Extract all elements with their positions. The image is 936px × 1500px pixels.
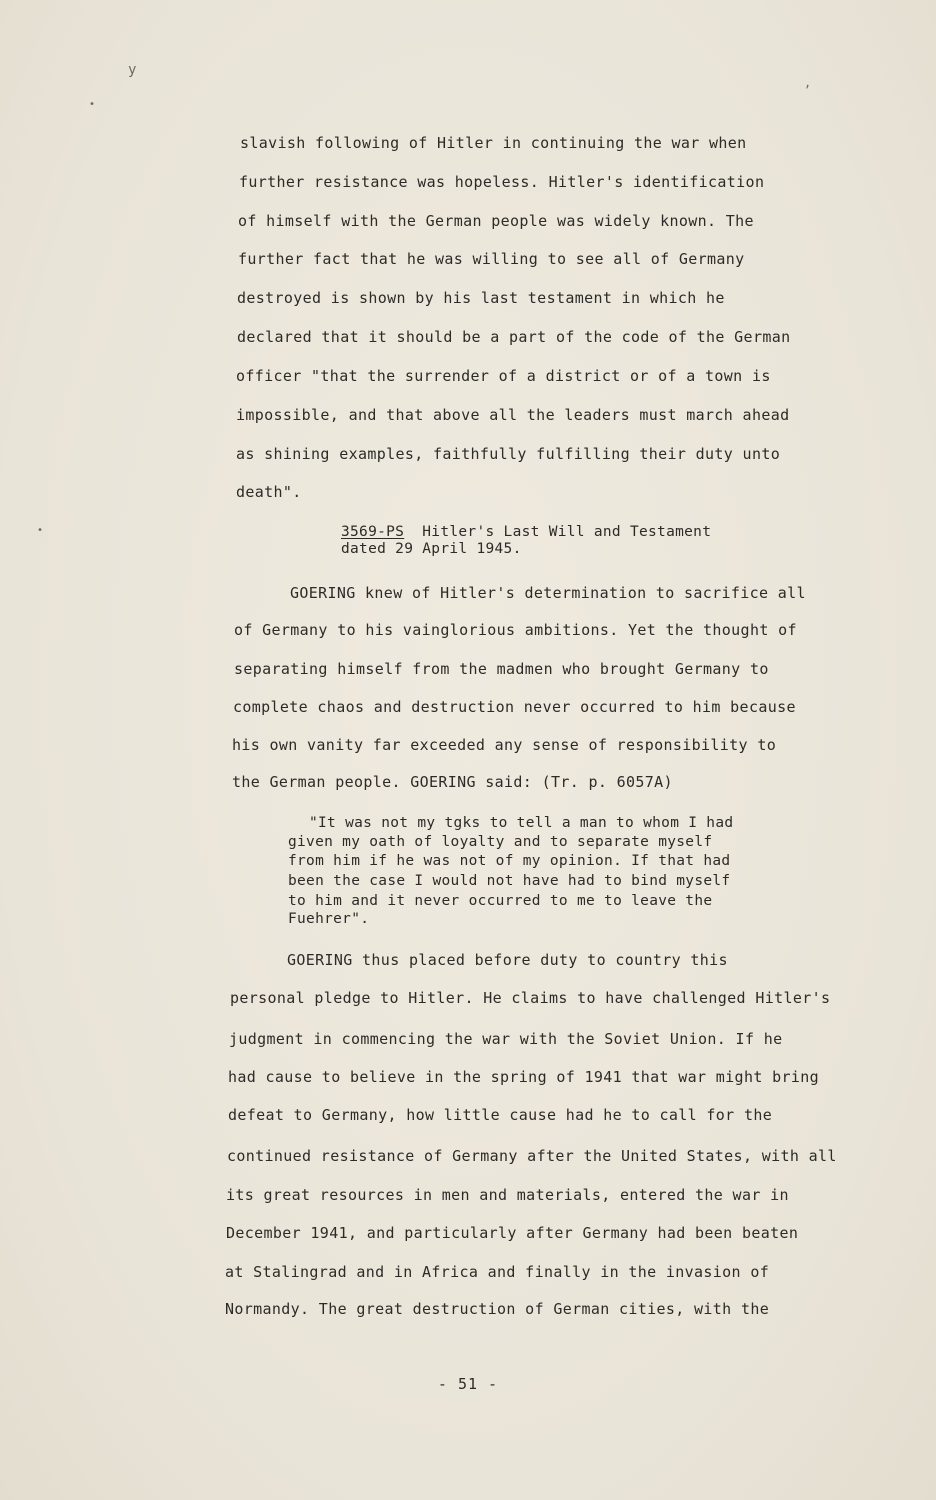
text-line: personal pledge to Hitler. He claims to have challenged Hitler's (230, 989, 831, 1007)
text-line: of himself with the German people was widely known. The (238, 212, 754, 230)
text-line: complete chaos and destruction never occurred to him because (233, 698, 796, 716)
text-line: further resistance was hopeless. Hitler's identification (239, 173, 765, 191)
text-line: as shining examples, faithfully fulfilling their duty unto (236, 445, 781, 463)
margin-dot: • (37, 525, 44, 536)
page-number: - 51 - (437, 1375, 499, 1393)
text-line: of Germany to his vainglorious ambitions. Yet the thought of (234, 621, 797, 639)
quote-line: given my oath of loyalty and to separate myself (288, 834, 713, 850)
quote-line: Fuehrer". (288, 911, 370, 927)
text-line: the German people. GOERING said: (Tr. p. 6057A) (232, 773, 673, 791)
text-line: separating himself from the madmen who brought Germany to (234, 660, 769, 678)
text-line: defeat to Germany, how little cause had he to call for the (228, 1106, 773, 1124)
text-line: his own vanity far exceeded any sense of responsibility to (232, 736, 777, 754)
text-line: death". (236, 483, 302, 501)
text-line: impossible, and that above all the leaders must march ahead (236, 406, 790, 424)
text-line: judgment in commencing the war with the Soviet Union. If he (229, 1030, 783, 1048)
margin-mark: , (804, 76, 812, 90)
text-line: at Stalingrad and in Africa and finally in the invasion of (225, 1263, 770, 1281)
text-line: officer "that the surrender of a district or of a town is (236, 367, 771, 385)
quote-line: from him if he was not of my opinion. If that had (288, 853, 731, 869)
text-line: destroyed is shown by his last testament in which he (237, 289, 725, 307)
text-line: its great resources in men and materials, entered the war in (226, 1186, 789, 1204)
quote-line: to him and it never occurred to me to leave the (288, 893, 713, 909)
citation-date: dated 29 April 1945. (341, 541, 522, 557)
quote-line: "It was not my tgks to tell a man to whom I had (309, 815, 734, 831)
margin-mark: y (128, 62, 137, 78)
text-line: December 1941, and particularly after Germany had been beaten (226, 1224, 799, 1242)
text-line: further fact that he was willing to see all of Germany (238, 250, 745, 268)
text-line: slavish following of Hitler in continuing the war when (240, 134, 747, 152)
margin-dot: • (89, 99, 96, 110)
citation-title: Hitler's Last Will and Testament (422, 524, 712, 540)
text-line: declared that it should be a part of the code of the German (237, 328, 791, 346)
text-line: continued resistance of Germany after the United States, with all (227, 1147, 837, 1165)
citation-reference: 3569-PS (341, 524, 405, 540)
text-line: Normandy. The great destruction of German cities, with the (225, 1300, 770, 1318)
quote-line: been the case I would not have had to bind myself (288, 873, 731, 889)
text-line: GOERING thus placed before duty to country this (287, 951, 728, 969)
text-line: GOERING knew of Hitler's determination to sacrifice all (290, 584, 806, 602)
text-line: had cause to believe in the spring of 1941 that war might bring (228, 1068, 819, 1086)
